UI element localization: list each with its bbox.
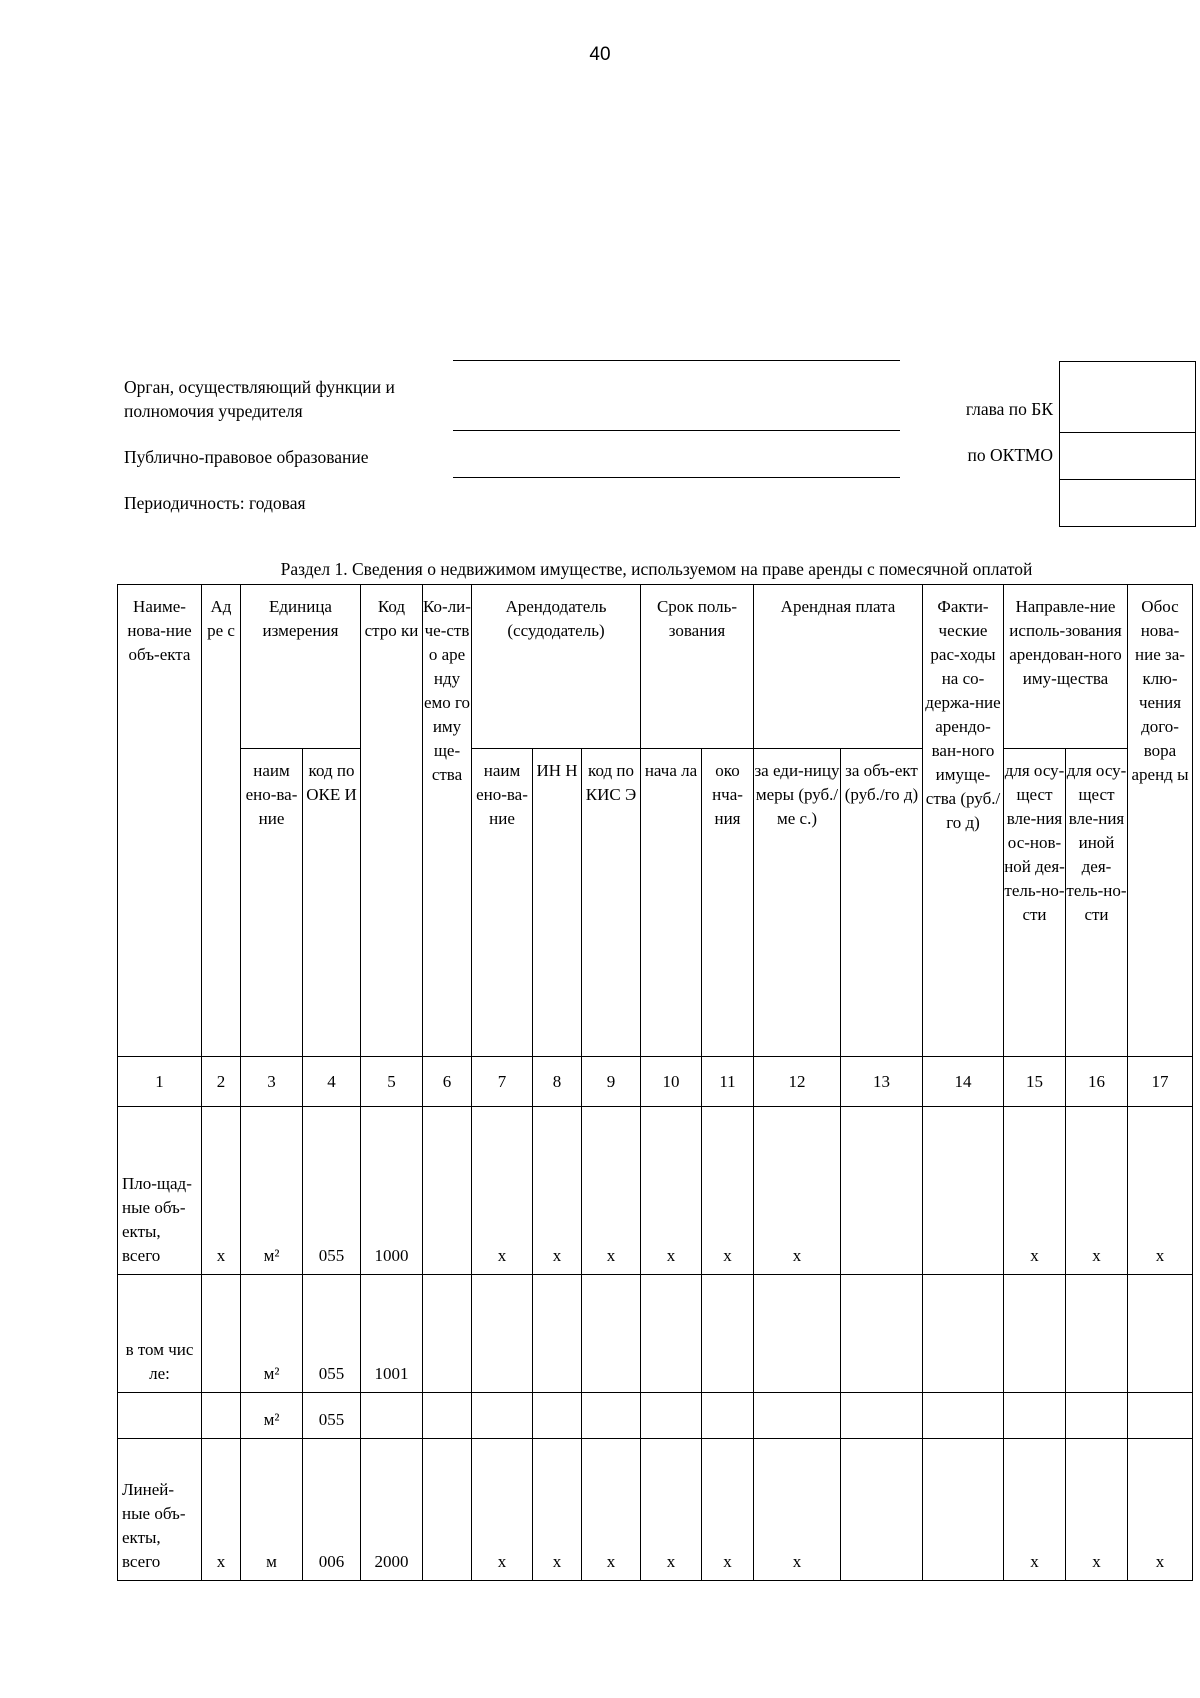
- periodicity-label: Периодичность: годовая: [124, 493, 306, 513]
- cell[interactable]: [1004, 1393, 1066, 1439]
- col-number: 13: [841, 1057, 923, 1107]
- col-header-unit-group: Единица измерения: [241, 585, 361, 749]
- col-number: 5: [361, 1057, 423, 1107]
- cell-unit[interactable]: м²: [241, 1275, 303, 1393]
- cell[interactable]: [423, 1439, 472, 1581]
- cell[interactable]: х: [202, 1107, 241, 1275]
- col-number: 16: [1066, 1057, 1128, 1107]
- cell[interactable]: [582, 1275, 641, 1393]
- col-header-term-start: нача ла: [641, 749, 702, 1057]
- section-title: Раздел 1. Сведения о недвижимом имуществе, используемом на праве аренды с помесячной оплатой: [280, 559, 1033, 579]
- periodicity-code-cell[interactable]: [1060, 480, 1195, 527]
- public-entity-label: Публично-правовое образование: [124, 447, 369, 467]
- cell-line-code[interactable]: [361, 1393, 423, 1439]
- col-header-unit-okei: код по ОКЕ И: [303, 749, 361, 1057]
- col-header-actual-costs: Факти-ческие рас-ходы на со-держа-ние арендо-ван-ного имуще-ства (руб./го д): [923, 585, 1004, 1057]
- col-header-rent-per-unit: за еди-ницу меры (руб./ме с.): [754, 749, 841, 1057]
- col-header-name: Наиме-нова-ние объ-екта: [118, 585, 202, 1057]
- col-header-rent-group: Арендная плата: [754, 585, 923, 749]
- col-header-unit-name: наим ено-ва-ние: [241, 749, 303, 1057]
- cell[interactable]: [202, 1275, 241, 1393]
- cell-unit[interactable]: м²: [241, 1393, 303, 1439]
- col-header-line-code: Код стро ки: [361, 585, 423, 1057]
- col-header-basis: Обос нова-ние за-клю-чения дого-вора аренд ы: [1128, 585, 1193, 1057]
- cell-okei[interactable]: 055: [303, 1393, 361, 1439]
- col-number: 10: [641, 1057, 702, 1107]
- cell-line-code[interactable]: 1000: [361, 1107, 423, 1275]
- cell[interactable]: [841, 1107, 923, 1275]
- bk-label: глава по БК: [965, 399, 1053, 419]
- oktmo-label: по ОКТМО: [967, 445, 1053, 465]
- cell[interactable]: х: [1066, 1439, 1128, 1581]
- organ-label: Орган, осуществляющий функции и полномочия учредителя: [124, 377, 395, 421]
- cell[interactable]: х: [754, 1107, 841, 1275]
- cell[interactable]: х: [472, 1439, 533, 1581]
- cell[interactable]: х: [1004, 1439, 1066, 1581]
- cell[interactable]: [423, 1393, 472, 1439]
- col-number: 8: [533, 1057, 582, 1107]
- column-number-row: [118, 1057, 1193, 1107]
- col-header-quantity: Ко-ли-че-ств о аре нду емо го иму ще-ства: [423, 585, 472, 1057]
- cell[interactable]: [841, 1275, 923, 1393]
- row-name[interactable]: [118, 1393, 202, 1439]
- cell[interactable]: х: [1066, 1107, 1128, 1275]
- bk-code-cell[interactable]: [1060, 362, 1195, 433]
- col-number: 9: [582, 1057, 641, 1107]
- cell[interactable]: х: [582, 1107, 641, 1275]
- cell[interactable]: [923, 1107, 1004, 1275]
- col-header-lessor-group: Арендодатель (ссудодатель): [472, 585, 641, 749]
- cell[interactable]: [533, 1275, 582, 1393]
- organ-input-line[interactable]: [453, 430, 900, 431]
- cell[interactable]: х: [1128, 1107, 1193, 1275]
- cell[interactable]: х: [533, 1107, 582, 1275]
- col-header-address: Ад ре с: [202, 585, 241, 1057]
- cell[interactable]: х: [1128, 1439, 1193, 1581]
- code-box: [1059, 361, 1196, 527]
- row-name[interactable]: в том чис ле:: [118, 1275, 202, 1393]
- cell-okei[interactable]: 055: [303, 1275, 361, 1393]
- cell[interactable]: [923, 1275, 1004, 1393]
- table-row: [118, 1107, 1193, 1275]
- col-header-lessor-name: наим ено-ва-ние: [472, 749, 533, 1057]
- cell[interactable]: [472, 1393, 533, 1439]
- cell[interactable]: х: [754, 1439, 841, 1581]
- cell[interactable]: [923, 1439, 1004, 1581]
- cell[interactable]: [702, 1275, 754, 1393]
- cell[interactable]: [702, 1393, 754, 1439]
- cell[interactable]: х: [702, 1107, 754, 1275]
- cell[interactable]: [754, 1393, 841, 1439]
- cell[interactable]: [641, 1275, 702, 1393]
- cell[interactable]: х: [641, 1439, 702, 1581]
- cell[interactable]: [1066, 1275, 1128, 1393]
- cell-okei[interactable]: 055: [303, 1107, 361, 1275]
- col-number: 4: [303, 1057, 361, 1107]
- cell[interactable]: [423, 1275, 472, 1393]
- cell[interactable]: [641, 1393, 702, 1439]
- col-header-usage-main: для осу-щест вле-ния ос-нов-ной дея-тель-но-сти: [1004, 749, 1066, 1057]
- cell[interactable]: х: [582, 1439, 641, 1581]
- cell[interactable]: [841, 1439, 923, 1581]
- col-number: 2: [202, 1057, 241, 1107]
- cell[interactable]: х: [202, 1439, 241, 1581]
- organ-line-top: [453, 360, 900, 361]
- col-number: 15: [1004, 1057, 1066, 1107]
- page-number: 40: [589, 44, 611, 65]
- cell[interactable]: [533, 1393, 582, 1439]
- col-number: 1: [118, 1057, 202, 1107]
- cell[interactable]: х: [641, 1107, 702, 1275]
- cell[interactable]: [472, 1275, 533, 1393]
- cell-line-code[interactable]: 1001: [361, 1275, 423, 1393]
- row-name[interactable]: Пло-щад-ные объ-екты, всего: [118, 1107, 202, 1275]
- col-number: 14: [923, 1057, 1004, 1107]
- col-header-term-group: Срок поль-зования: [641, 585, 754, 749]
- cell[interactable]: [1004, 1275, 1066, 1393]
- cell[interactable]: [202, 1393, 241, 1439]
- col-number: 7: [472, 1057, 533, 1107]
- cell[interactable]: [423, 1107, 472, 1275]
- table-row: [118, 1439, 1193, 1581]
- col-header-usage-other: для осу-щест вле-ния иной дея-тель-но-сти: [1066, 749, 1128, 1057]
- cell[interactable]: [1128, 1393, 1193, 1439]
- cell-okei[interactable]: 006: [303, 1439, 361, 1581]
- cell[interactable]: х: [533, 1439, 582, 1581]
- col-header-lessor-inn: ИН Н: [533, 749, 582, 1057]
- col-number: 17: [1128, 1057, 1193, 1107]
- public-entity-input-line[interactable]: [453, 477, 900, 478]
- cell[interactable]: [1066, 1393, 1128, 1439]
- cell[interactable]: [582, 1393, 641, 1439]
- table-row: [118, 1393, 1193, 1439]
- cell[interactable]: х: [472, 1107, 533, 1275]
- col-number: 6: [423, 1057, 472, 1107]
- col-number: 3: [241, 1057, 303, 1107]
- col-header-rent-per-object: за объ-ект (руб./го д): [841, 749, 923, 1057]
- cell[interactable]: [1128, 1275, 1193, 1393]
- lease-table: [117, 584, 1193, 1581]
- cell[interactable]: [841, 1393, 923, 1439]
- row-name[interactable]: Линей-ные объ-екты, всего: [118, 1439, 202, 1581]
- col-header-lessor-kise: код по КИС Э: [582, 749, 641, 1057]
- col-number: 12: [754, 1057, 841, 1107]
- oktmo-code-cell[interactable]: [1060, 433, 1195, 480]
- cell-line-code[interactable]: 2000: [361, 1439, 423, 1581]
- cell-unit[interactable]: м: [241, 1439, 303, 1581]
- col-header-term-end: око нча-ния: [702, 749, 754, 1057]
- table-row: [118, 1275, 1193, 1393]
- cell[interactable]: [923, 1393, 1004, 1439]
- cell[interactable]: х: [1004, 1107, 1066, 1275]
- cell-unit[interactable]: м²: [241, 1107, 303, 1275]
- cell[interactable]: х: [702, 1439, 754, 1581]
- col-number: 11: [702, 1057, 754, 1107]
- cell[interactable]: [754, 1275, 841, 1393]
- col-header-usage-group: Направле-ние исполь-зования арендован-ного иму-щества: [1004, 585, 1128, 749]
